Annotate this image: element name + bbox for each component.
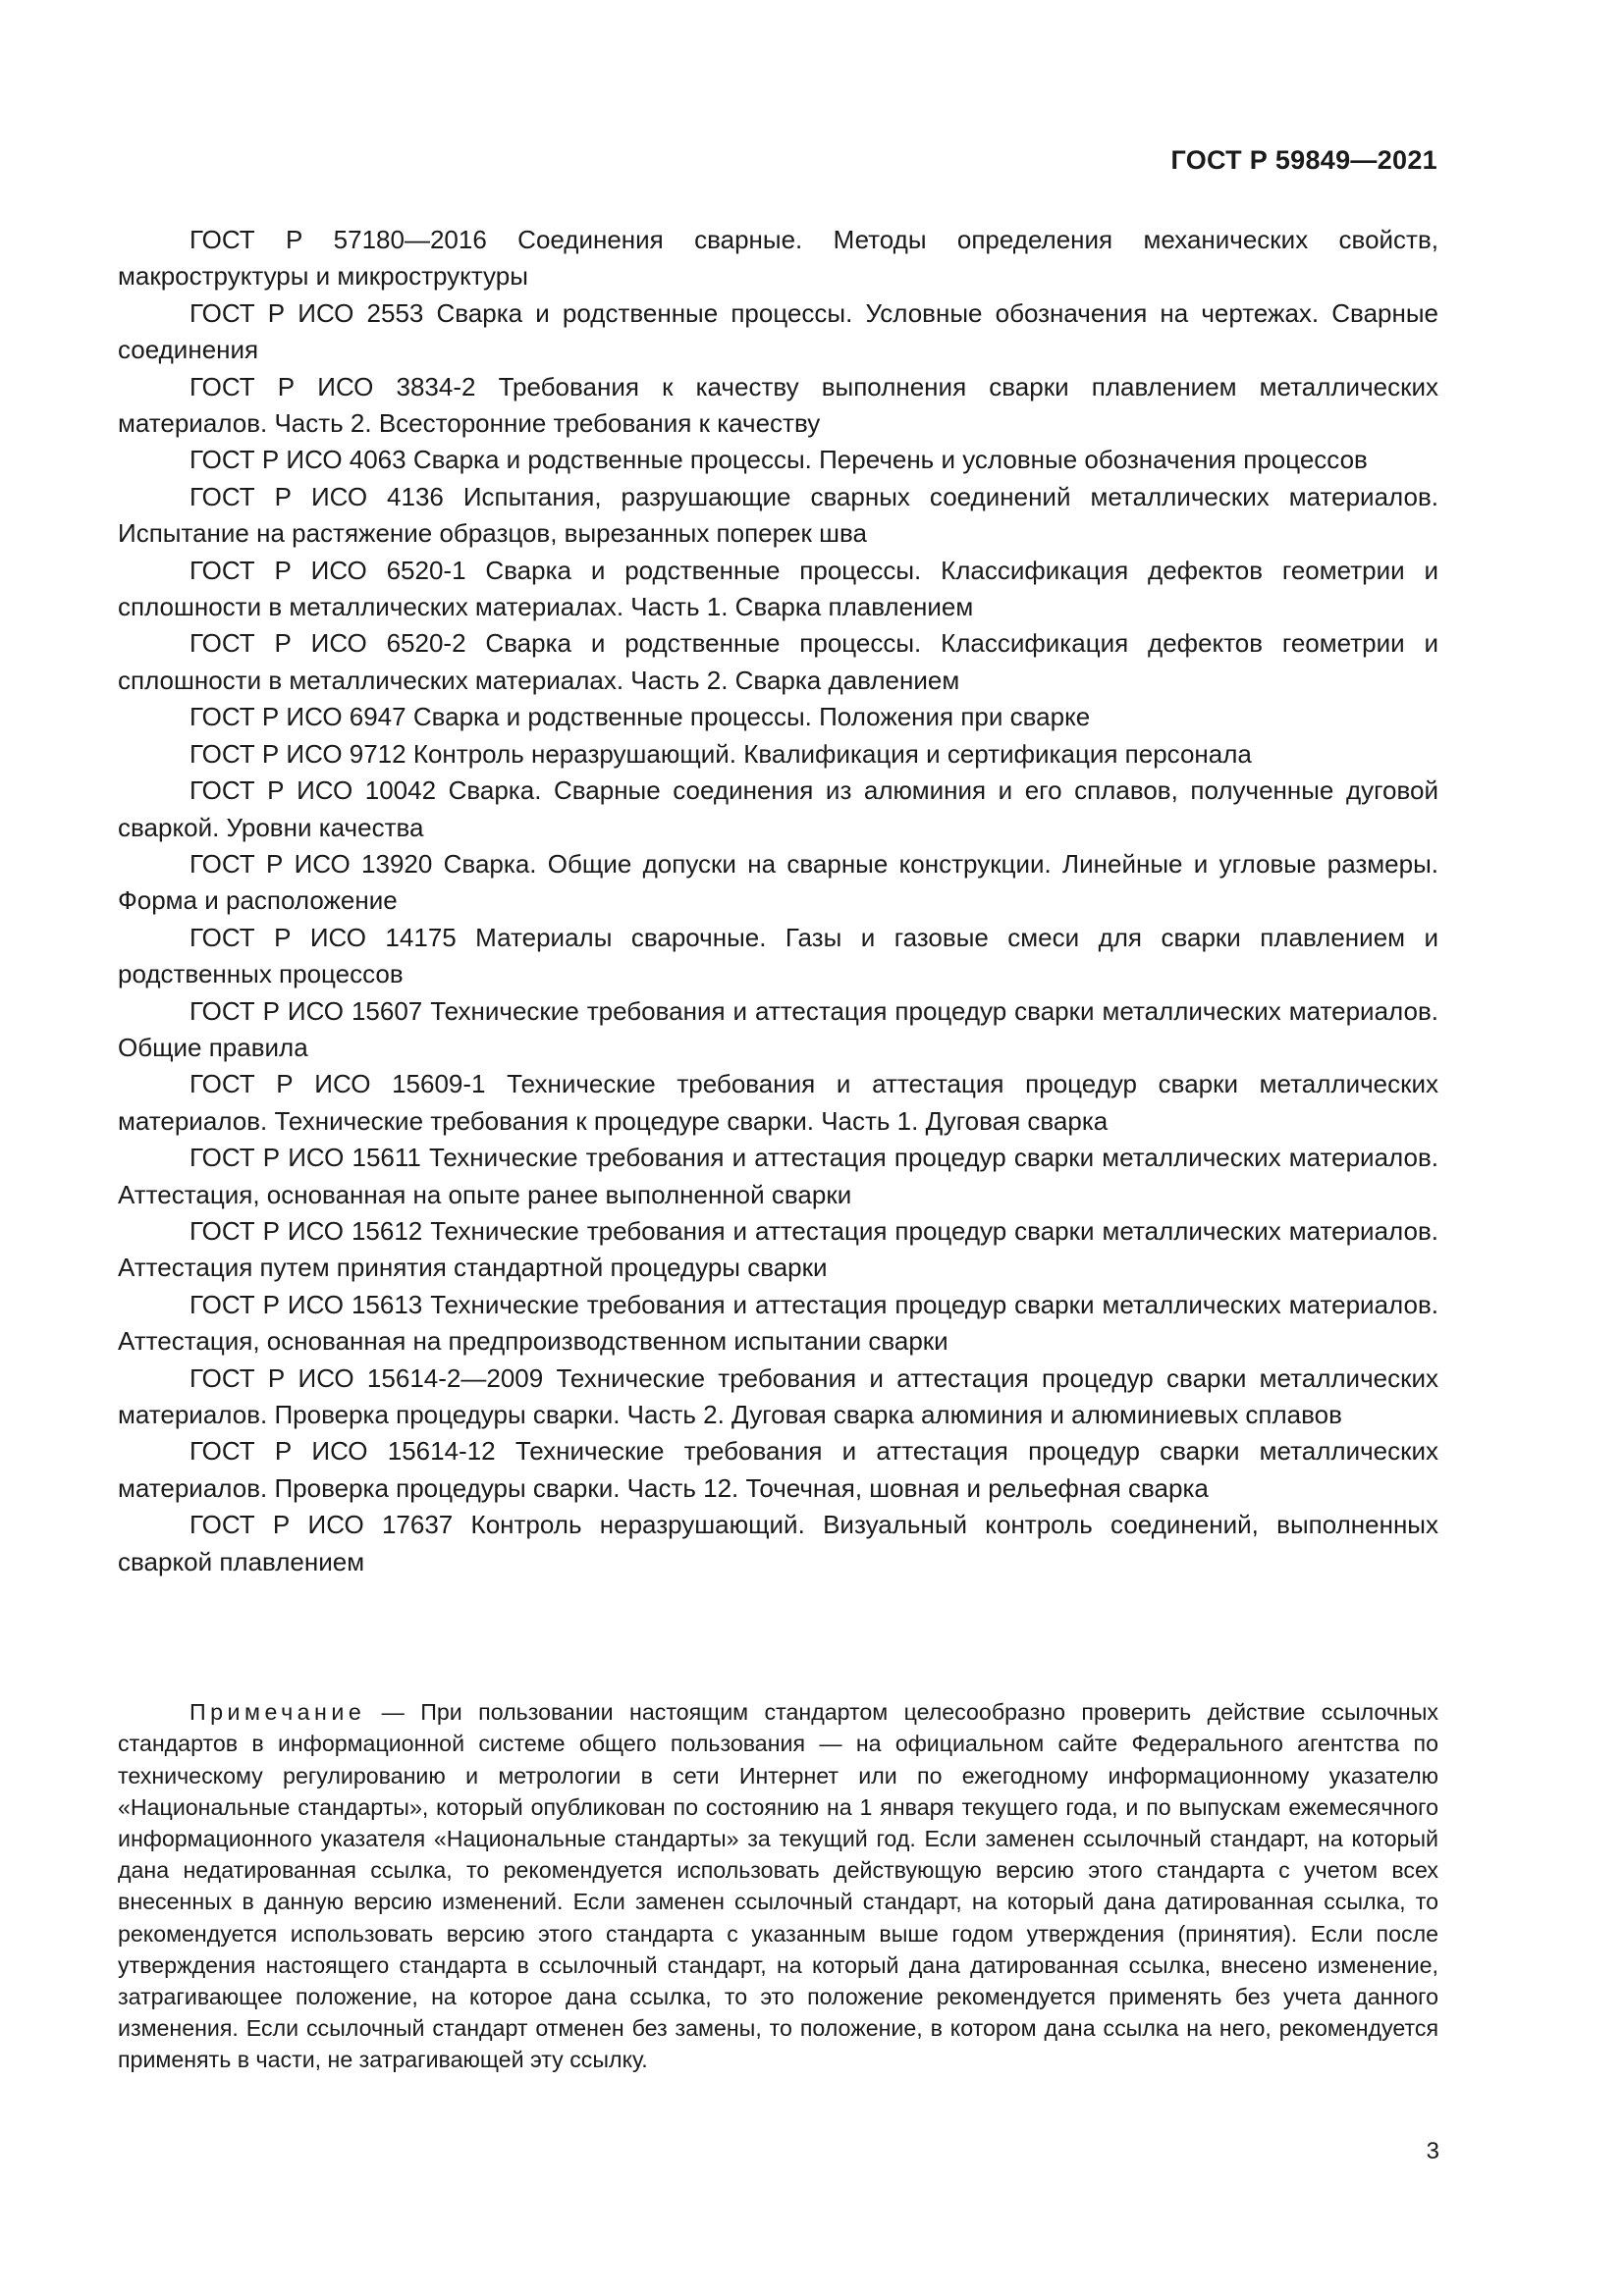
reference-item: ГОСТ Р ИСО 6520-1 Сварка и родственные процессы. Классификация дефектов геометрии и сплошности в металлических материалах. Часть 1. Сварка плавлением (118, 555, 1438, 622)
reference-item: ГОСТ Р ИСО 6520-2 Сварка и родственные процессы. Классификация дефектов геометрии и сплошности в металлических материалах. Часть 2. Сварка давлением (118, 628, 1438, 695)
reference-item: ГОСТ Р ИСО 4063 Сварка и родственные процессы. Перечень и условные обозначения процессов (189, 445, 1368, 475)
reference-item: ГОСТ Р ИСО 17637 Контроль неразрушающий. Визуальный контроль соединений, выполненных сваркой плавлением (118, 1510, 1438, 1576)
reference-item: ГОСТ Р ИСО 15611 Технические требования и аттестация процедур сварки металлических материалов. Аттестация, основанная на опыте ранее выполненной сварки (118, 1143, 1438, 1209)
reference-item: ГОСТ Р ИСО 2553 Сварка и родственные процессы. Условные обозначения на чертежах. Сварные соединения (118, 297, 1438, 365)
normative-references-list (118, 222, 1438, 1580)
note-label: Примечание (189, 1699, 366, 1726)
reference-item: ГОСТ Р ИСО 10042 Сварка. Сварные соединения из алюминия и его сплавов, полученные дуговой сваркой. Уровни качества (118, 775, 1438, 842)
reference-item: ГОСТ Р ИСО 15612 Технические требования и аттестация процедур сварки металлических материалов. Аттестация путем принятия стандартной процедуры сварки (118, 1215, 1438, 1283)
document-code: ГОСТ Р 59849—2021 (1170, 145, 1437, 175)
note-paragraph (118, 1696, 1438, 2075)
note-text: — При пользовании настоящим стандартом целесообразно проверить действие ссылочных стандартов в информационной системе общего пользования — на официальном сайте Федерального агентства по техническому регулированию и метрологии в сети Интернет или по ежегодному информационному указателю «Национальные стандарты», который опубликован по состоянию на 1 января текущего года, и по выпускам ежемесячного информационного указателя «Национальные стандарты» за текущий год. Если заменен ссылочный стандарт, на который дана недатированная ссылка, то рекомендуется использовать действующую версию этого стандарта с учетом всех внесенных в данную версию изменений. Если заменен ссылочный стандарт, на который дана датированная ссылка, то рекомендуется использовать версию этого стандарта с указанным выше годом утверждения (принятия). Если после утверждения настоящего стандарта в ссылочный стандарт, на который дана датированная ссылка, внесено изменение, затрагивающее положение, на которое дана ссылка, то это положение рекомендуется применять без учета данного изменения. Если ссылочный стандарт отменен без замены, то положение, в котором дана ссылка на него, рекомендуется применять в части, не затрагивающей эту ссылку. (118, 1699, 1438, 2073)
page-number: 3 (1426, 2138, 1439, 2164)
reference-item: ГОСТ Р ИСО 15609-1 Технические требования и аттестация процедур сварки металлических материалов. Технические требования к процедуре сварки. Часть 1. Дуговая сварка (118, 1069, 1438, 1136)
reference-item: ГОСТ Р 57180—2016 Соединения сварные. Методы определения механических свойств, макроструктуры и микроструктуры (118, 225, 1438, 292)
reference-item: ГОСТ Р ИСО 3834-2 Требования к качеству выполнения сварки плавлением металлических материалов. Часть 2. Всесторонние требования к качеству (118, 371, 1438, 439)
reference-item: ГОСТ Р ИСО 13920 Сварка. Общие допуски на сварные конструкции. Линейные и угловые размеры. Форма и расположение (118, 848, 1438, 916)
reference-item: ГОСТ Р ИСО 9712 Контроль неразрушающий. Квалификация и сертификация персонала (189, 738, 1252, 769)
reference-item: ГОСТ Р ИСО 4136 Испытания, разрушающие сварных соединений металлических материалов. Испытание на растяжение образцов, вырезанных поперек шва (118, 481, 1438, 549)
reference-item: ГОСТ Р ИСО 15614-2—2009 Технические требования и аттестация процедур сварки металлических материалов. Проверка процедуры сварки. Часть 2. Дуговая сварка алюминия и алюминиевых сплавов (118, 1362, 1438, 1429)
reference-item: ГОСТ Р ИСО 15614-12 Технические требования и аттестация процедур сварки металлических материалов. Проверка процедуры сварки. Часть 12. Точечная, шовная и рельефная сварка (118, 1436, 1438, 1503)
reference-item: ГОСТ Р ИСО 14175 Материалы сварочные. Газы и газовые смеси для сварки плавлением и родственных процессов (118, 922, 1438, 989)
reference-item: ГОСТ Р ИСО 6947 Сварка и родственные процессы. Положения при сварке (189, 702, 1091, 732)
reference-item: ГОСТ Р ИСО 15607 Технические требования и аттестация процедур сварки металлических материалов. Общие правила (118, 995, 1438, 1062)
reference-item: ГОСТ Р ИСО 15613 Технические требования и аттестация процедур сварки металлических материалов. Аттестация, основанная на предпроизводственном испытании сварки (118, 1289, 1438, 1357)
